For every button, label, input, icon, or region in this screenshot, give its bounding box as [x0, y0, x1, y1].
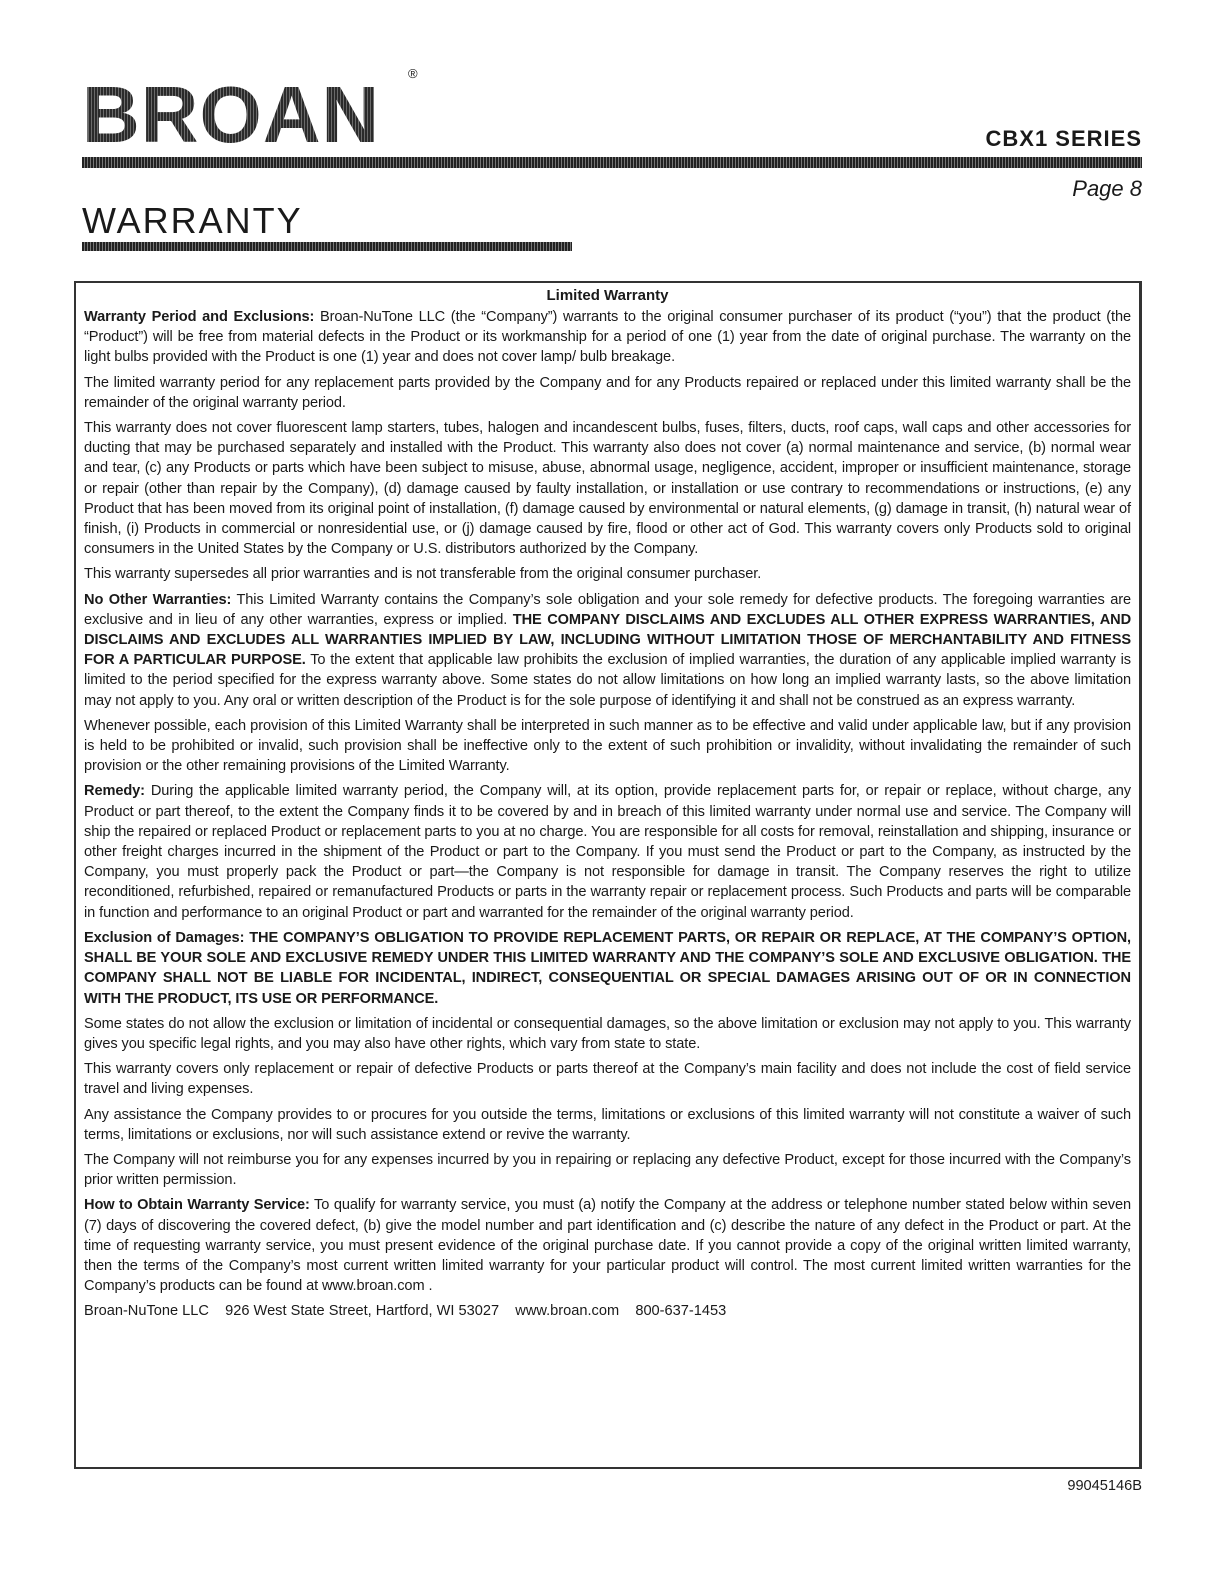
registered-mark: ® — [408, 66, 418, 81]
no-other-warranties-paragraph — [84, 590, 1131, 711]
implied-warranty-text: To the extent that applicable law prohibits the exclusion of implied warranties, the duration of any applicable implied warranty is limited to the period specified for the express warranty above. Some states do not allow limitations on how long an implied warranty lasts, so the above limitation may not apply to you. Any oral or written description of the Product is for the sole purpose of identifying it and shall not be construed as an express warranty. — [84, 652, 1131, 709]
company-street: 926 West State Street, Hartford, WI 53027 — [225, 1303, 500, 1320]
company-name: Broan-NuTone LLC — [84, 1303, 209, 1320]
remedy-lead: Remedy: — [84, 783, 145, 800]
brand-wordmark: BROAN — [82, 72, 381, 148]
exclusions-paragraph: This warranty does not cover fluorescent lamp starters, tubes, halogen and incandescent bulbs, fuses, filters, ducts, roof caps, wall caps and other accessories for ducting that may be purchased separately and installed with the Product. This warranty also does not cover (a) normal maintenance and service, (b) normal wear and tear, (c) any Products or parts which have been subject to misuse, abuse, abnormal usage, negligence, accident, improper or insufficient maintenance, storage or repair (other than repair by the Company), (d) damage caused by faulty installation, or installation or use contrary to recommendations or instructions, (e) any Product that has been moved from its original point of installation, (f) damage caused by environmental or natural elements, (g) damage in transit, (h) natural wear of finish, (i) Products in commercial or nonresidential use, or (j) damage caused by fire, flood or other act of God. This warranty covers only Products sold to original consumers in the United States by the Company or U.S. distributors authorized by the Company. — [84, 420, 1131, 558]
obtain-service-lead: How to Obtain Warranty Service: — [84, 1197, 310, 1214]
exclusion-of-damages-lead: Exclusion of Damages: — [84, 929, 245, 946]
exclusion-of-damages-paragraph — [84, 928, 1131, 1009]
warranty-period-lead: Warranty Period and Exclusions: — [84, 309, 315, 325]
warranty-period-text: Broan-NuTone LLC (the “Company”) warrants to the original consumer purchaser of its product (“you”) that the product (the “Product”) will be free from material defects in the Product or its workmanship for a period of one (1) year from the date of original purchase. The warranty on the light bulbs provided with the Product is one (1) year and does not cover lamp/ bulb breakage. — [84, 309, 1131, 366]
state-rights-paragraph: Some states do not allow the exclusion or limitation of incidental or consequential damages, so the above limitation or exclusion may not apply to you. This warranty gives you specific legal rights, and you may also have other rights, which vary from state to state. — [84, 1015, 1131, 1052]
company-website: www.broan.com — [515, 1303, 620, 1320]
page-title: WARRANTY — [82, 200, 303, 241]
page-number: Page 8 — [1072, 176, 1142, 201]
replacement-parts-paragraph: The limited warranty period for any replacement parts provided by the Company and for any Products repaired or replaced under this limited warranty shall be the remainder of the original warranty period. — [84, 374, 1131, 411]
warranty-box — [74, 281, 1142, 1469]
remedy-text: During the applicable limited warranty period, the Company will, at its option, provide replacement parts for, or repair or replace, without charge, any Product or part thereof, to the extent the Company finds it to be covered by and in breach of this limited warranty under normal use and service. The Company will ship the repaired or replaced Product or replacement parts to you at no charge. You are responsible for all costs for removal, reinstallation and shipping, insurance or other freight charges incurred in the shipment of the Product or part to the Company. If you must send the Product or part to the Company, as instructed by the Company, you must properly pack the Product or part—the Company is not responsible for damage in transit. The Company reserves the right to utilize reconditioned, refurbished, repaired or remanufactured Products or parts in the warranty repair or replacement process. Such Products and parts will be comparable in function and performance to an original Product or part and warranted for the remainder of the original warranty period. — [84, 783, 1131, 921]
remedy-paragraph — [84, 781, 1131, 922]
title-rule — [82, 242, 572, 251]
exclusion-of-damages-text: THE COMPANY’S OBLIGATION TO PROVIDE REPLACEMENT PARTS, OR REPAIR OR REPLACE, AT THE COMPANY’S OPTION, SHALL BE YOUR SOLE AND EXCLUSIVE REMEDY UNDER THIS LIMITED WARRANTY AND THE COMPANY’S SOLE AND EXCLUSIVE OBLIGATION. THE COMPANY SHALL NOT BE LIABLE FOR INCIDENTAL, INDIRECT, CONSEQUENTIAL OR SPECIAL DAMAGES ARISING OUT OF OR IN CONNECTION WITH THE PRODUCT, ITS USE OR PERFORMANCE. — [84, 929, 1131, 1007]
obtain-service-text: To qualify for warranty service, you must (a) notify the Company at the address or telephone number stated below within seven (7) days of discovering the covered defect, (b) give the model number and part identification and (c) describe the nature of any defect in the Product or part. At the time of requesting warranty service, you must present evidence of the original purchase date. If you cannot provide a copy of the original written limited warranty, then the terms of the Company’s most current written limited warranty for your particular product will control. The most current limited written warranties for the Company’s products can be found at www.broan.com . — [84, 1197, 1131, 1295]
company-phone: 800-637-1453 — [635, 1303, 727, 1320]
warranty-heading: Limited Warranty — [546, 287, 669, 304]
header-rule — [82, 157, 1142, 168]
document-id: 99045146B — [1067, 1478, 1142, 1494]
disclaimer-caps: THE COMPANY DISCLAIMS AND EXCLUDES ALL OTHER EXPRESS WARRANTIES, AND DISCLAIMS AND EXCLUDES ALL WARRANTIES IMPLIED BY LAW, INCLUDING WITHOUT LIMITATION THOSE OF MERCHANTABILITY AND FITNESS FOR A PARTICULAR PURPOSE. — [84, 611, 1132, 669]
company-address — [84, 1301, 1131, 1321]
supersedes-paragraph: This warranty supersedes all prior warranties and is not transferable from the original consumer purchaser. — [84, 566, 762, 583]
assistance-paragraph: Any assistance the Company provides to or procures for you outside the terms, limitations or exclusions of this limited warranty will not constitute a waiver of such terms, limitations or exclusions, nor will such assistance extend or revive the warranty. — [84, 1106, 1131, 1143]
series-label: CBX1 SERIES — [985, 126, 1142, 151]
no-other-warranties-lead: No Other Warranties: — [84, 591, 232, 608]
broan-logo — [82, 72, 422, 148]
no-other-warranties-text: This Limited Warranty contains the Company’s sole obligation and your sole remedy for defective products. The foregoing warranties are exclusive and in lieu of any other warranties, express or implied. — [84, 591, 1131, 628]
obtain-service-paragraph — [84, 1195, 1131, 1296]
reimbursement-paragraph: The Company will not reimburse you for any expenses incurred by you in repairing or replacing any defective Product, except for those incurred with the Company’s prior written permission. — [84, 1151, 1131, 1189]
warranty-period-paragraph — [84, 307, 1131, 368]
severability-paragraph: Whenever possible, each provision of this Limited Warranty shall be interpreted in such manner as to be effective and valid under applicable law, but if any provision is held to be prohibited or invalid, such provision shall be ineffective only to the extent of such prohibition or invalidity, without invalidating the remainder of such provision or the other remaining provisions of the Limited Warranty. — [84, 717, 1131, 775]
main-facility-paragraph: This warranty covers only replacement or repair of defective Products or parts thereof at the Company’s main facility and does not include the cost of field service travel and living expenses. — [84, 1061, 1131, 1098]
